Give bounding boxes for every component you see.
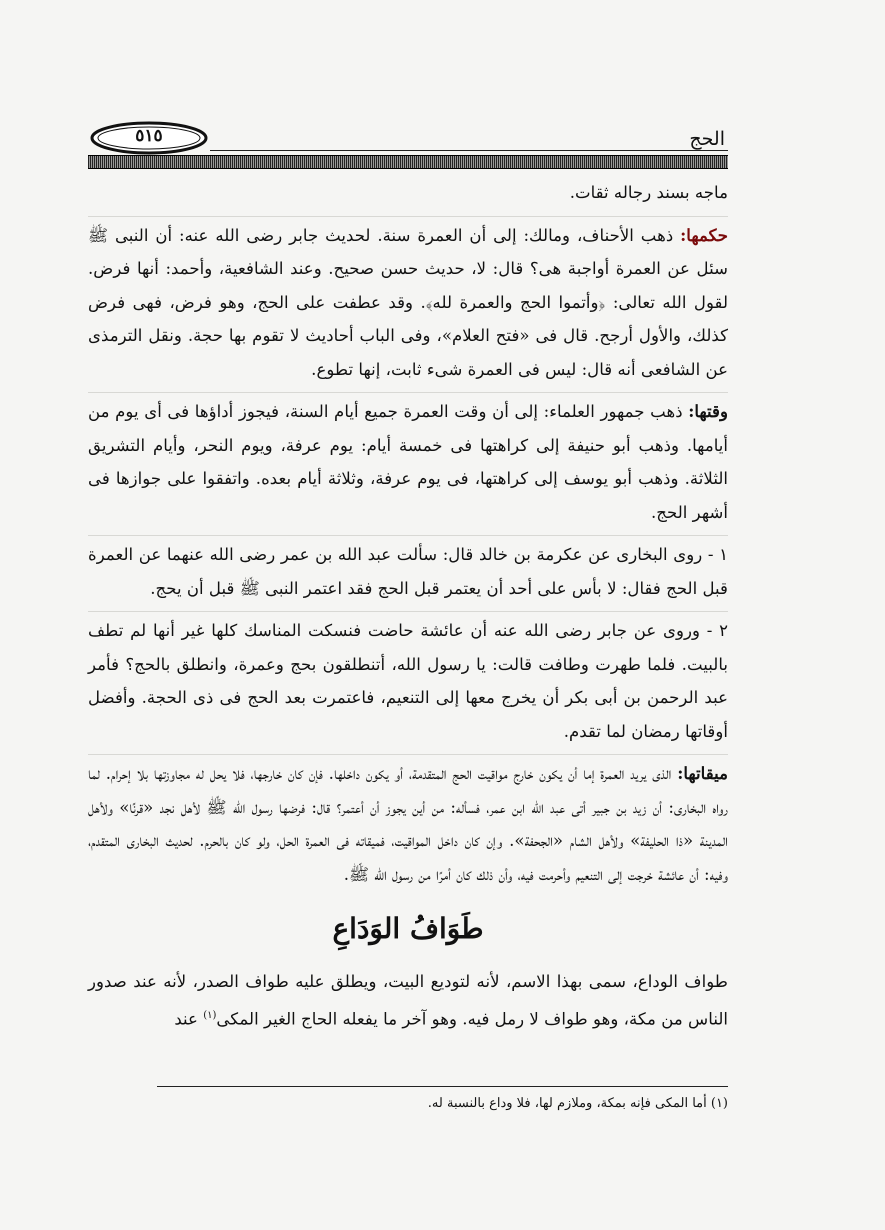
header-rule xyxy=(210,150,728,151)
paragraph-continuation: ماجه بسند رجاله ثقات. xyxy=(569,183,728,202)
divider xyxy=(88,754,728,755)
page-number-badge xyxy=(90,121,208,155)
divider xyxy=(88,392,728,393)
paragraph-ruling xyxy=(88,219,728,387)
running-title: الحج xyxy=(689,128,725,150)
ruling-text: ذهب الأحناف، ومالك: إلى أن العمرة سنة. لحديث جابر رضى الله عنه: أن النبى ﷺ سئل عن العمرة أواجبة هى؟ قال: لا، حديث حسن صحيح. وعند الشافعية، وأحمد: أنها فرض. لقول الله تعالى: ﴿وأتموا الحج والعمرة لله﴾. وقد عطفت على الحج، وهو فرض، فهى فرض كذلك، والأول أرجح. قال فى «فتح العلام»، وفى الباب أحاديث لا تقوم بها حجة. ونقل الترمذى عن الشافعى أنه قال: ليس فى العمرة شىء ثابت، إنها تطوع. xyxy=(88,225,728,379)
paragraph-farewell xyxy=(88,965,728,1036)
ruling-heading: حكمها: xyxy=(680,224,728,245)
paragraph-hadith-1: ١ - روى البخارى عن عكرمة بن خالد قال: سألت عبد الله بن عمر رضى الله عنهما عن العمرة قبل الحج فقال: لا بأس على أحد أن يعتمر قبل الحج فقد اعتمر النبى ﷺ قبل أن يحج. xyxy=(88,545,728,598)
timing-heading: وقتها: xyxy=(688,401,728,421)
header-band xyxy=(88,155,728,169)
divider xyxy=(88,535,728,536)
page-body xyxy=(88,176,728,1036)
miqat-heading: ميقاتها: xyxy=(677,763,728,783)
footnote-divider xyxy=(157,1086,728,1087)
paragraph-timing xyxy=(88,395,728,529)
paragraph-miqat xyxy=(88,757,728,891)
paragraph-hadith-2: ٢ - وروى عن جابر رضى الله عنه أن عائشة حاضت فنسكت المناسك كلها غير أنها لم تطف بالبيت. فلما طهرت وطافت قالت: يا رسول الله، أتنطلقون بحج وعمرة، وانطلق بالحج؟ فأمر عبد الرحمن بن أبى بكر أن يخرج معها إلى التنعيم، فاعتمرت بعد الحج فى ذى الحجة. وأفضل أوقاتها رمضان لما تقدم. xyxy=(88,621,728,741)
farewell-tail: عند xyxy=(174,1009,204,1029)
farewell-text: طواف الوداع، سمى بهذا الاسم، لأنه لتوديع البيت، ويطلق عليه طواف الصدر، لأنه عند صدور الناس من مكة، وهو طواف لا رمل فيه. وهو آخر ما يفعله الحاج الغير المكى xyxy=(88,972,728,1029)
page-number: ٥١٥ xyxy=(135,126,163,146)
divider xyxy=(88,611,728,612)
section-title: طَوَافُ الوَدَاعِ xyxy=(332,912,484,945)
miqat-text: الذى يريد العمرة إما أن يكون خارج مواقيت الحج المتقدمة، أو يكون داخلها. فإن كان خارجها، فلا يحل له مجاوزتها بلا إحرام. لما رواه البخارى: أن زيد بن جبير أتى عبد الله ابن عمر، فسأله: من أين يجوز أن أعتمر؟ قال: فرضها رسول الله ﷺ لأهل نجد «قرنًا» ولأهل المدينة «ذا الحليفة» ولأهل الشام «الجحفة». وإن كان داخل المواقيت، فميقاته فى العمرة الحل، ولو كان بالحرم. لحديث البخارى المتقدم، وفيه: أن عائشة خرجت إلى التنعيم وأحرمت فيه، وأن ذلك كان أمرًا من رسول الله ﷺ. xyxy=(88,764,728,884)
divider xyxy=(88,216,728,217)
timing-text: ذهب جمهور العلماء: إلى أن وقت العمرة جميع أيام السنة، فيجوز أداؤها فى أى يوم من أيامها. وذهب أبو حنيفة إلى كراهتها فى خمسة أيام: يوم عرفة، ويوم النحر، وأيام التشريق الثلاثة. وذهب أبو يوسف إلى كراهتها، فى يوم عرفة، وثلاثة أيام بعده. واتفقوا على جوازها فى أشهر الحج. xyxy=(88,402,728,522)
footnote-marker[interactable]: (١) xyxy=(203,1009,217,1021)
footnote: (١) أما المكى فإنه بمكة، وملازم لها، فلا وداع بالنسبة له. xyxy=(427,1096,728,1111)
